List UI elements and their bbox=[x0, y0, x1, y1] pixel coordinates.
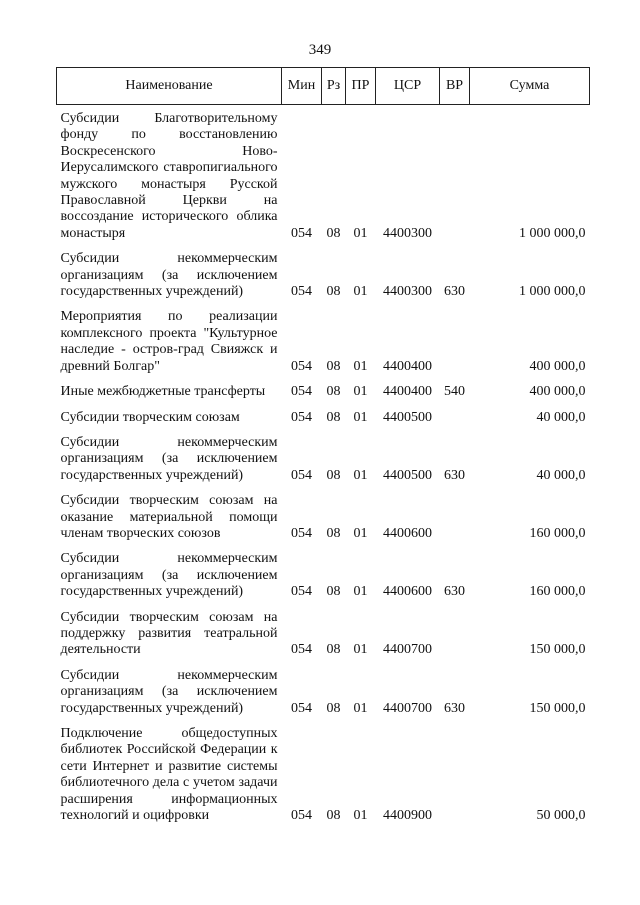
row-vr: 630 bbox=[444, 700, 465, 716]
column-header-name: Наименование bbox=[57, 68, 282, 105]
table-row bbox=[57, 404, 590, 429]
row-pr: 01 bbox=[353, 808, 368, 824]
row-min: 054 bbox=[291, 642, 312, 658]
row-vr bbox=[440, 604, 470, 662]
table-row bbox=[57, 303, 590, 378]
row-pr: 01 bbox=[353, 525, 368, 541]
row-name: Подключение общедоступных библиотек Российской Федерации к сети Интернет и развитие системы библиотечного дела с учетом задачи расширения информационных технологий и оцифровки bbox=[60, 726, 278, 824]
row-vr bbox=[440, 404, 470, 429]
table-header-row bbox=[57, 68, 590, 105]
row-rz: 08 bbox=[326, 642, 341, 658]
table-row bbox=[57, 545, 590, 603]
row-pr: 01 bbox=[353, 584, 368, 600]
table-row bbox=[57, 487, 590, 545]
row-name: Мероприятия по реализации комплексного проекта "Культурное наследие - остров-град Свияжск и древний Болгар" bbox=[60, 309, 278, 374]
row-min: 054 bbox=[291, 409, 312, 425]
row-rz: 08 bbox=[326, 808, 341, 824]
row-name: Иные межбюджетные трансферты bbox=[60, 384, 266, 400]
row-min: 054 bbox=[291, 358, 312, 374]
row-rz: 08 bbox=[326, 358, 341, 374]
row-csr: 4400600 bbox=[383, 525, 432, 541]
row-vr bbox=[440, 487, 470, 545]
table-row bbox=[57, 604, 590, 662]
row-name: Субсидии творческим союзам bbox=[60, 409, 240, 425]
row-pr: 01 bbox=[353, 284, 368, 300]
row-sum: 40 000,0 bbox=[536, 467, 586, 483]
row-vr: 630 bbox=[444, 284, 465, 300]
row-min: 054 bbox=[291, 467, 312, 483]
page-number: 349 bbox=[308, 42, 332, 58]
row-name: Субсидии некоммерческим организациям (за исключением государственных учреждений) bbox=[60, 434, 278, 483]
row-vr bbox=[440, 105, 470, 246]
row-sum: 160 000,0 bbox=[529, 584, 586, 600]
row-pr: 01 bbox=[353, 358, 368, 374]
row-rz: 08 bbox=[326, 467, 341, 483]
row-vr: 630 bbox=[444, 584, 465, 600]
row-name: Субсидии творческим союзам на поддержку развития театральной деятельности bbox=[60, 609, 278, 658]
row-sum: 400 000,0 bbox=[529, 384, 586, 400]
row-csr: 4400400 bbox=[383, 358, 432, 374]
row-name: Субсидии некоммерческим организациям (за исключением государственных учреждений) bbox=[60, 251, 278, 300]
row-min: 054 bbox=[291, 225, 312, 241]
row-name: Субсидии некоммерческим организациям (за исключением государственных учреждений) bbox=[60, 667, 278, 716]
row-pr: 01 bbox=[353, 409, 368, 425]
row-sum: 1 000 000,0 bbox=[519, 284, 586, 300]
row-name: Субсидии творческим союзам на оказание материальной помощи членам творческих союзов bbox=[60, 493, 278, 541]
row-pr: 01 bbox=[353, 467, 368, 483]
row-csr: 4400400 bbox=[383, 384, 432, 400]
table-row bbox=[57, 429, 590, 487]
row-min: 054 bbox=[291, 384, 312, 400]
row-csr: 4400700 bbox=[383, 642, 432, 658]
table-row bbox=[57, 245, 590, 303]
column-header-min: Мин bbox=[282, 68, 322, 105]
row-csr: 4400500 bbox=[383, 467, 432, 483]
row-pr: 01 bbox=[353, 384, 368, 400]
row-csr: 4400300 bbox=[383, 225, 432, 241]
column-header-pr: ПР bbox=[346, 68, 376, 105]
row-rz: 08 bbox=[326, 525, 341, 541]
row-rz: 08 bbox=[326, 384, 341, 400]
row-sum: 50 000,0 bbox=[536, 808, 586, 824]
column-header-vr: ВР bbox=[440, 68, 470, 105]
row-min: 054 bbox=[291, 808, 312, 824]
budget-table bbox=[56, 67, 590, 827]
row-pr: 01 bbox=[353, 642, 368, 658]
row-csr: 4400900 bbox=[383, 808, 432, 824]
row-sum: 150 000,0 bbox=[529, 700, 586, 716]
row-vr: 630 bbox=[444, 467, 465, 483]
row-rz: 08 bbox=[326, 409, 341, 425]
row-vr bbox=[440, 303, 470, 378]
row-sum: 40 000,0 bbox=[536, 409, 586, 425]
column-header-sum: Сумма bbox=[470, 68, 590, 105]
column-header-rz: Рз bbox=[322, 68, 346, 105]
table-row bbox=[57, 105, 590, 246]
row-vr: 540 bbox=[444, 384, 465, 400]
row-rz: 08 bbox=[326, 225, 341, 241]
row-name: Субсидии некоммерческим организациям (за исключением государственных учреждений) bbox=[60, 551, 278, 600]
row-min: 054 bbox=[291, 700, 312, 716]
row-csr: 4400600 bbox=[383, 584, 432, 600]
row-rz: 08 bbox=[326, 700, 341, 716]
row-min: 054 bbox=[291, 525, 312, 541]
row-min: 054 bbox=[291, 284, 312, 300]
row-min: 054 bbox=[291, 584, 312, 600]
row-csr: 4400300 bbox=[383, 284, 432, 300]
row-vr bbox=[440, 720, 470, 827]
row-sum: 150 000,0 bbox=[529, 642, 586, 658]
column-header-csr: ЦСР bbox=[376, 68, 440, 105]
table-row bbox=[57, 720, 590, 827]
row-csr: 4400700 bbox=[383, 700, 432, 716]
table-row bbox=[57, 378, 590, 403]
row-rz: 08 bbox=[326, 584, 341, 600]
row-rz: 08 bbox=[326, 284, 341, 300]
row-name: Субсидии Благотворительному фонду по восстановлению Воскресенского Ново-Иерусалимского ставропигиального мужского монастыря Русской Православной Церкви на воссоздание исторического облика монастыря bbox=[60, 111, 278, 241]
row-sum: 160 000,0 bbox=[529, 525, 586, 541]
row-pr: 01 bbox=[353, 225, 368, 241]
row-sum: 400 000,0 bbox=[529, 358, 586, 374]
row-pr: 01 bbox=[353, 700, 368, 716]
row-csr: 4400500 bbox=[383, 409, 432, 425]
row-sum: 1 000 000,0 bbox=[519, 225, 586, 241]
table-row bbox=[57, 662, 590, 720]
